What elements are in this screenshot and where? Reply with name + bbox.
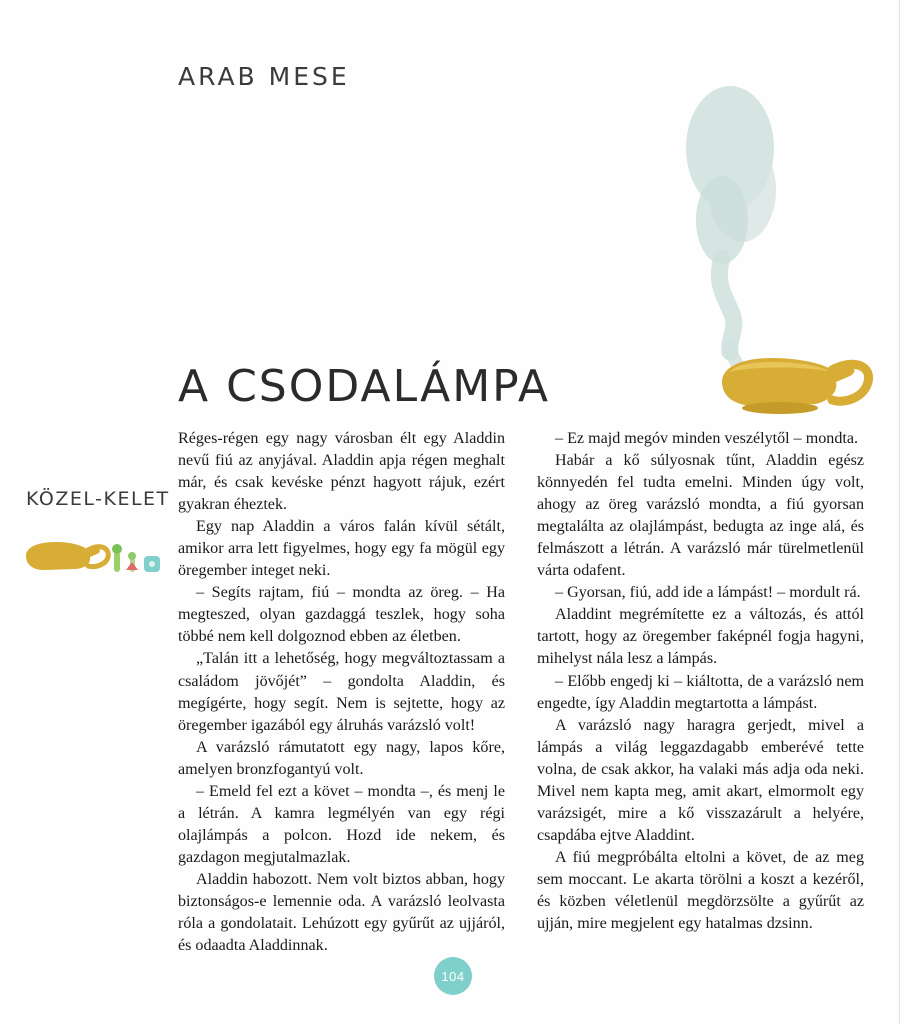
oil-lamp-illustration	[610, 70, 880, 430]
paragraph: Aladdin habozott. Nem volt biztos abban, hogy biztonságos-e lemennie oda. A varázsló leolvasta róla a gondolatait. Lehúzott egy gyűrűt az ujjáról, és odaadta Aladdinnak.	[178, 870, 505, 955]
page-title: A CSODALÁMPA	[178, 361, 550, 413]
paragraph: – Segíts rajtam, fiú – mondta az öreg. – Ha megteszed, olyan gazdaggá teszlek, hogy soha többé nem kell dolgoznod ebben az életben.	[178, 584, 505, 646]
smoke-plume-icon	[686, 86, 776, 374]
paragraph: A varázsló rámutatott egy nagy, lapos kőre, amelyen bronzfogantyú volt.	[178, 738, 505, 778]
paragraph: – Gyorsan, fiú, add ide a lámpást! – mordult rá.	[555, 584, 861, 602]
margin-illustration	[18, 516, 178, 586]
left-column	[178, 428, 505, 957]
right-column	[537, 428, 864, 957]
small-oil-lamp-icon	[26, 542, 108, 570]
paragraph: A varázsló nagy haragra gerjedt, mivel a lámpás a világ leggazdagabb emberévé tette volna, de csak akkor, ha valaki más adja oda neki. Mivel nem kapta meg, amit akart, elmormolt egy varázsigét, mire a kő visszazárult a helyére, csapdába ejtve Aladdint.	[537, 716, 864, 844]
paragraph: Egy nap Aladdin a város falán kívül sétált, amikor arra lett figyelmes, hogy egy fa mögül egy öregember integet neki.	[178, 518, 505, 580]
region-tag: KÖZEL-KELET	[26, 488, 170, 510]
page-edge-line	[899, 0, 900, 1024]
paragraph: – Előbb engedj ki – kiáltotta, de a varázsló nem engedte, így Aladdin megtartotta a lámpást.	[537, 672, 864, 712]
paragraph: Aladdint megrémítette ez a változás, és attól tartott, hogy az öregember faképnél fogja hagyni, mihelyst nála lesz a lámpás.	[537, 606, 864, 668]
oil-lamp-icon	[722, 358, 869, 414]
paragraph: „Talán itt a lehetőség, hogy megváltoztassam a családom jövőjét” – gondolta Aladdin, és megígérte, hogy segít. Nem is sejtette, hogy az öregember igazából egy álruhás varázsló volt!	[178, 650, 505, 734]
page-number-badge: 104	[434, 957, 472, 995]
body-columns	[178, 428, 864, 957]
story-kicker: ARAB MESE	[178, 62, 350, 91]
paragraph: – Ez majd megóv minden veszélytől – mondta.	[555, 430, 859, 447]
paragraph: Habár a kő súlyosnak tűnt, Aladdin egész könnyedén fel tudta emelni. Minden úgy volt, ahogy az öreg varázsló mondta, a fiú gyorsan megtalálta az olajlámpást, bedugta az inge alá, és felmászott a létrán. A varázsló már türelmetlenül várta odafent.	[537, 452, 864, 580]
paragraph: A fiú megpróbálta eltolni a követ, de az meg sem moccant. Le akarta törölni a koszt a kezéről, és közben véletlenül megdörzsölte a gyűrűt az ujján, mire megjelent egy hatalmas dzsinn.	[537, 848, 864, 933]
plants-icon	[112, 544, 160, 572]
paragraph: Réges-régen egy nagy városban élt egy Aladdin nevű fiú az anyjával. Aladdin apja régen meghalt már, és csak kevéske pénzt hagyott rájuk, ezért gyakran éheztek.	[178, 430, 505, 514]
paragraph: – Emeld fel ezt a követ – mondta –, és menj le a létrán. A kamra legmélyén van egy régi olajlámpás a polcon. Hozd ide nekem, és gazdagon megjutalmazlak.	[178, 782, 505, 866]
